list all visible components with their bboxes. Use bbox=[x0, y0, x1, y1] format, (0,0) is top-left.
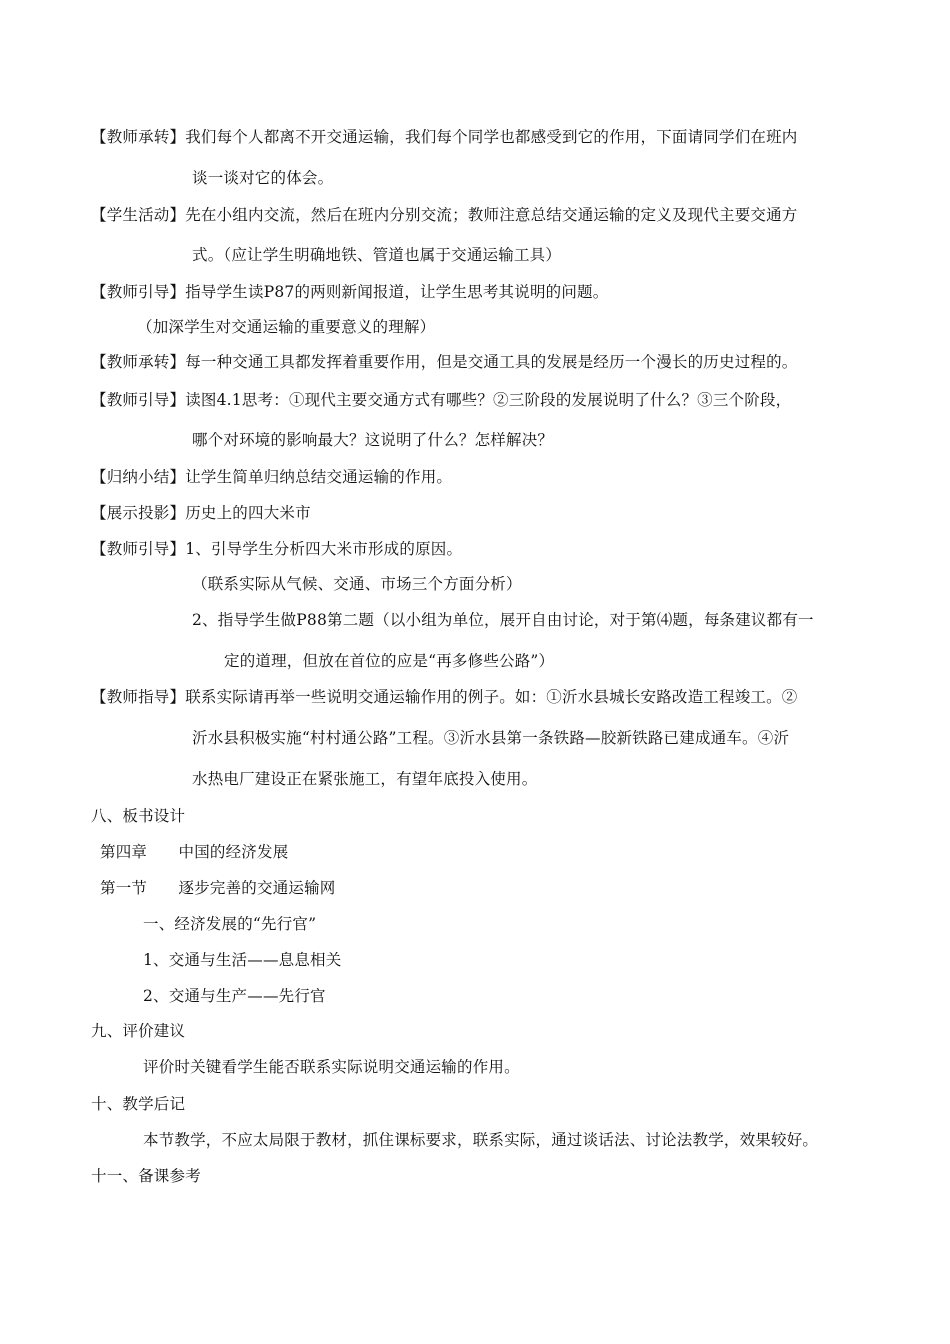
line-text: 式。（应让学生明确地铁、管道也属于交通运输工具） bbox=[192, 246, 562, 264]
line-text: 1、引导学生分析四大米市形成的原因。 bbox=[185, 540, 463, 558]
section-heading bbox=[91, 806, 185, 826]
line-text: 我们每个人都离不开交通运输，我们每个同学也都感受到它的作用，下面请同学们在班内 bbox=[185, 128, 798, 146]
line-text: 第四章 中国的经济发展 bbox=[100, 843, 289, 861]
line-text: 每一种交通工具都发挥着重要作用，但是交通工具的发展是经历一个漫长的历史过程的。 bbox=[185, 353, 798, 371]
section-tag: 【教师指导】 bbox=[91, 688, 186, 706]
line-text: 九、评价建议 bbox=[91, 1022, 186, 1040]
paragraph-line bbox=[143, 1057, 520, 1077]
line-text: 本节教学，不应太局限于教材，抓住课标要求，联系实际，通过谈话法、讨论法教学，效果较好。 bbox=[143, 1131, 819, 1149]
line-text: 让学生简单归纳总结交通运输的作用。 bbox=[185, 468, 453, 486]
paragraph-line bbox=[91, 352, 798, 372]
paragraph-line bbox=[192, 728, 789, 748]
section-heading bbox=[91, 1021, 185, 1041]
line-text: （联系实际从气候、交通、市场三个方面分析） bbox=[192, 575, 522, 593]
paragraph-line bbox=[143, 1130, 818, 1150]
line-text: 水热电厂建设正在紧张施工，有望年底投入使用。 bbox=[192, 770, 538, 788]
section-tag: 【教师承转】 bbox=[91, 128, 186, 146]
line-text: 哪个对环境的影响最大？这说明了什么？怎样解决？ bbox=[192, 431, 554, 449]
paragraph-line bbox=[91, 503, 311, 523]
paragraph-line bbox=[91, 282, 608, 302]
section-tag: 【教师承转】 bbox=[91, 353, 186, 371]
paragraph-line bbox=[192, 769, 537, 789]
section-tag: 【归纳小结】 bbox=[91, 468, 186, 486]
paragraph-line bbox=[192, 430, 553, 450]
paragraph-line bbox=[91, 205, 798, 225]
paragraph-line bbox=[91, 687, 798, 707]
line-text: 2、交通与生产——先行官 bbox=[143, 987, 326, 1005]
line-text: （加深学生对交通运输的重要意义的理解） bbox=[137, 318, 436, 336]
line-text: 1、交通与生活——息息相关 bbox=[143, 951, 342, 969]
board-line bbox=[143, 950, 341, 970]
board-line bbox=[100, 842, 288, 862]
line-text: 第一节 逐步完善的交通运输网 bbox=[100, 879, 336, 897]
section-heading bbox=[91, 1094, 185, 1114]
paragraph-line bbox=[192, 574, 522, 594]
line-text: 评价时关键看学生能否联系实际说明交通运输的作用。 bbox=[143, 1058, 520, 1076]
line-text: 联系实际请再举一些说明交通运输作用的例子。如：①沂水县城长安路改造工程竣工。② bbox=[185, 688, 798, 706]
line-text: 历史上的四大米市 bbox=[185, 504, 311, 522]
paragraph-line bbox=[192, 168, 333, 188]
paragraph-line bbox=[137, 317, 435, 337]
paragraph-line bbox=[91, 539, 462, 559]
line-text: 读图4.1思考：①现代主要交通方式有哪些？②三阶段的发展说明了什么？③三个阶段， bbox=[185, 391, 792, 409]
line-text: 十一、备课参考 bbox=[91, 1167, 201, 1185]
line-text: 谈一谈对它的体会。 bbox=[192, 169, 334, 187]
paragraph-line bbox=[192, 610, 814, 630]
section-tag: 【教师引导】 bbox=[91, 391, 186, 409]
line-text: 指导学生读P87的两则新闻报道，让学生思考其说明的问题。 bbox=[185, 283, 609, 301]
line-text: 定的道理，但放在首位的应是“再多修些公路”） bbox=[224, 652, 555, 670]
paragraph-line bbox=[91, 390, 791, 410]
line-text: 十、教学后记 bbox=[91, 1095, 186, 1113]
line-text: 一、经济发展的“先行官” bbox=[143, 915, 317, 933]
board-line bbox=[100, 878, 336, 898]
paragraph-line bbox=[91, 127, 798, 147]
board-line bbox=[143, 986, 326, 1006]
line-text: 先在小组内交流，然后在班内分别交流；教师注意总结交通运输的定义及现代主要交通方 bbox=[185, 206, 798, 224]
section-tag: 【教师引导】 bbox=[91, 540, 186, 558]
line-text: 沂水县积极实施“村村通公路”工程。③沂水县第一条铁路—胶新铁路已建成通车。④沂 bbox=[192, 729, 790, 747]
section-tag: 【教师引导】 bbox=[91, 283, 186, 301]
board-line bbox=[143, 914, 316, 934]
section-heading bbox=[91, 1166, 201, 1186]
section-tag: 【展示投影】 bbox=[91, 504, 186, 522]
paragraph-line bbox=[192, 245, 561, 265]
paragraph-line bbox=[224, 651, 554, 671]
paragraph-line bbox=[91, 467, 452, 487]
section-tag: 【学生活动】 bbox=[91, 206, 186, 224]
line-text: 八、板书设计 bbox=[91, 807, 186, 825]
line-text: 2、指导学生做P88第二题（以小组为单位，展开自由讨论，对于第⑷题，每条建议都有一 bbox=[192, 611, 814, 629]
